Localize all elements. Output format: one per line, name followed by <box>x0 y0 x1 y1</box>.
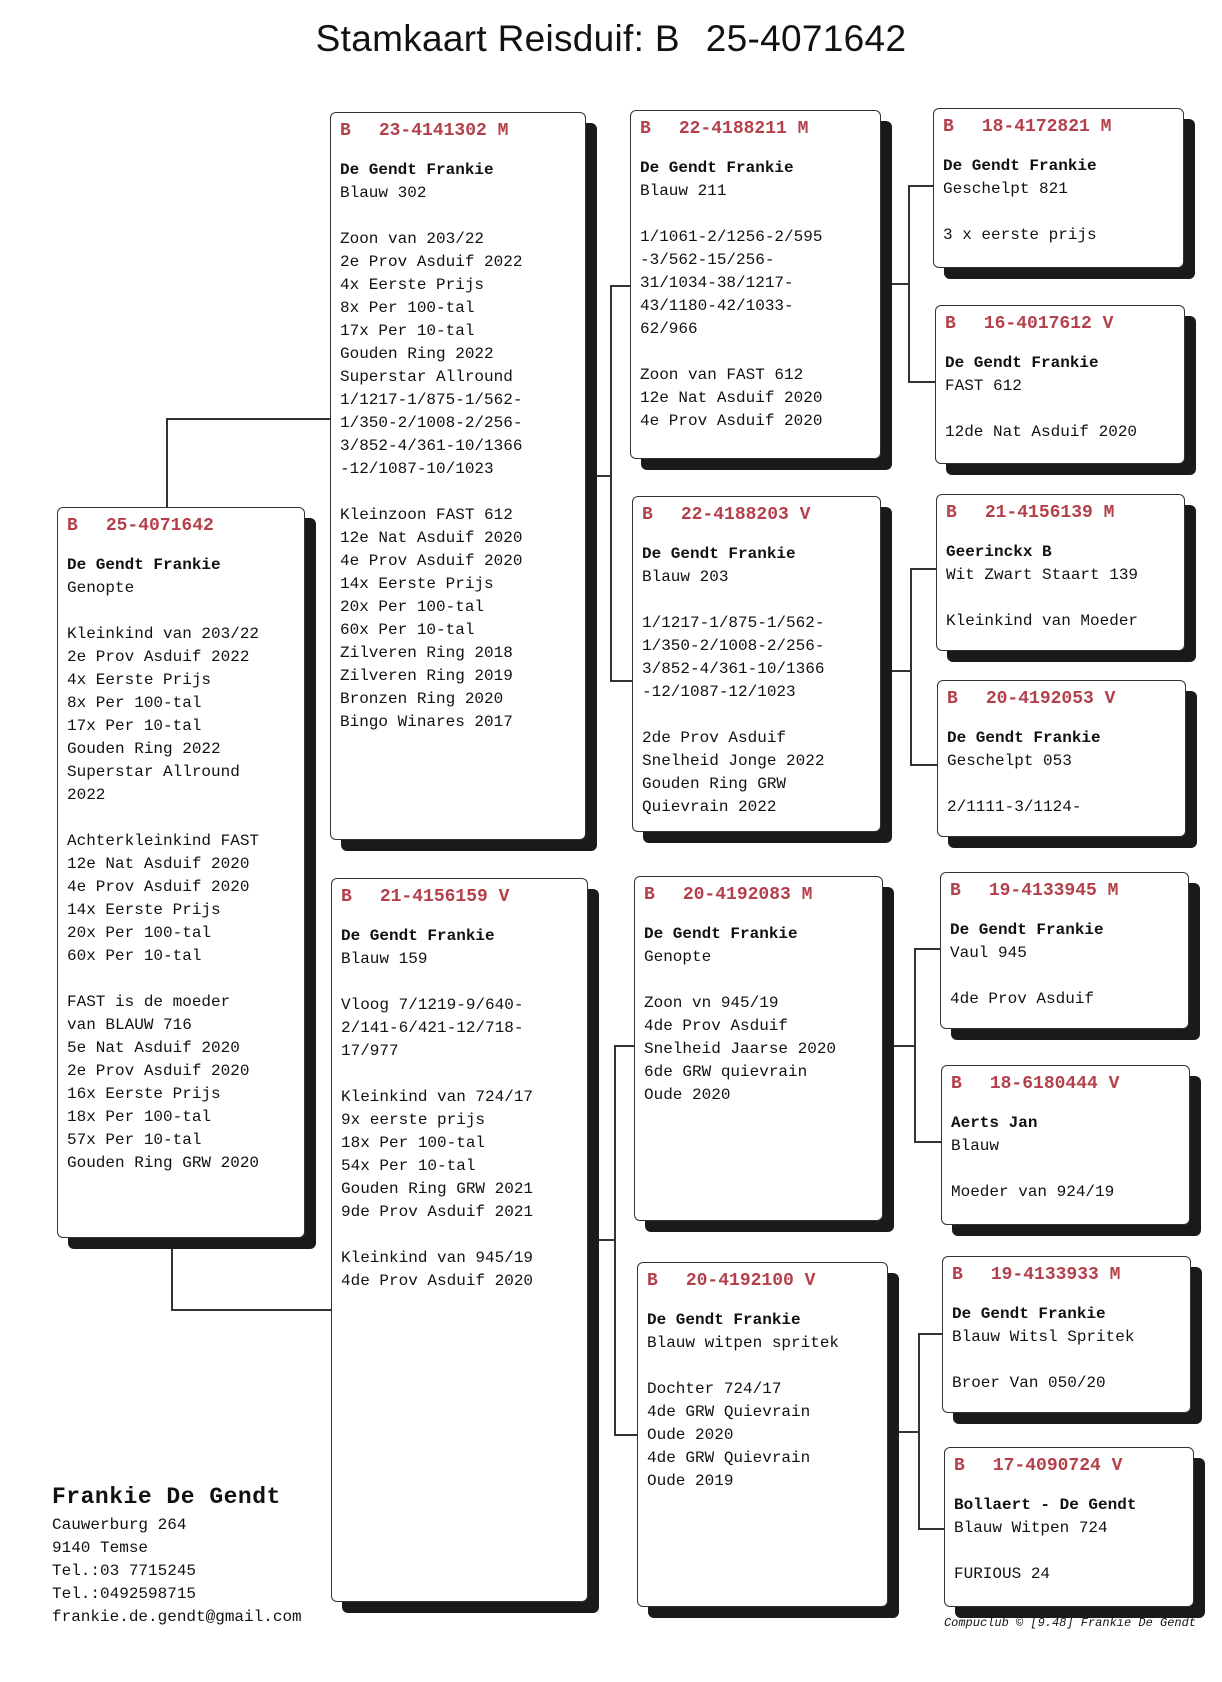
note-line: 4e Prov Asduif 2020 <box>67 878 250 896</box>
note-line: 14x Eerste Prijs <box>67 901 221 919</box>
card-fmm <box>937 680 1186 837</box>
connector-mother-mf <box>614 1045 634 1047</box>
country-code: B <box>640 119 651 139</box>
note-line: 12e Nat Asduif 2020 <box>67 855 250 873</box>
note-line: 4de GRW Quievrain <box>647 1449 811 1467</box>
connector-mother-vertical <box>614 1045 616 1435</box>
note-line: 2/141-6/421-12/718- <box>341 1019 524 1037</box>
owner-name: De Gendt Frankie <box>67 556 221 574</box>
ring-number: 18-6180444 <box>989 1074 1098 1094</box>
card-mff <box>940 872 1189 1029</box>
ring-header <box>341 887 579 907</box>
card-mf <box>634 876 883 1221</box>
connector-father-stem <box>586 475 611 477</box>
pigeon-name: Blauw witpen spritek <box>647 1334 840 1352</box>
connector-mf-mfm <box>914 1141 941 1143</box>
connector-fm-fmf <box>910 568 936 570</box>
breeder-name: Frankie De Gendt <box>52 1484 281 1510</box>
ring-header <box>946 503 1176 523</box>
note-line: 20x Per 100-tal <box>67 924 212 942</box>
note-line: Zoon vn 945/19 <box>644 994 779 1012</box>
owner-name: De Gendt Frankie <box>950 921 1104 939</box>
sex-code: M <box>797 119 809 139</box>
country-code: B <box>950 881 961 901</box>
owner-name: Aerts Jan <box>951 1114 1038 1132</box>
note-line: 1/1217-1/875-1/562- <box>642 614 825 632</box>
owner-name: De Gendt Frankie <box>647 1311 801 1329</box>
note-line: 54x Per 10-tal <box>341 1157 476 1175</box>
note-line: 43/1180-42/1033- <box>640 297 794 315</box>
owner-name: De Gendt Frankie <box>947 729 1101 747</box>
title-text: Stamkaart Reisduif: <box>315 18 645 59</box>
note-line: 2022 <box>67 786 106 804</box>
owner-name: Bollaert - De Gendt <box>954 1496 1137 1514</box>
note-line: 18x Per 100-tal <box>67 1108 212 1126</box>
sex-code: V <box>804 1271 816 1291</box>
pigeon-name: Blauw Witpen 724 <box>954 1519 1108 1537</box>
note-line: Gouden Ring 2022 <box>340 345 494 363</box>
note-line: 8x Per 100-tal <box>67 694 202 712</box>
ring-header <box>67 516 296 536</box>
connector-mf-vertical <box>914 948 916 1142</box>
owner-name: De Gendt Frankie <box>640 159 794 177</box>
connector-ff-stem <box>880 283 910 285</box>
ring-number: 20-4192053 <box>985 689 1094 709</box>
pigeon-notes <box>644 992 874 1107</box>
connector-mf-stem <box>882 1045 916 1047</box>
owner-name: De Gendt Frankie <box>945 354 1099 372</box>
sex-code: M <box>497 121 509 141</box>
pigeon-notes <box>950 988 1180 1011</box>
pigeon-notes <box>341 994 579 1293</box>
note-line: Zilveren Ring 2018 <box>340 644 513 662</box>
note-line: 2/1111-3/1124- <box>947 798 1082 816</box>
card-mother <box>331 878 588 1602</box>
ring-number: 17-4090724 <box>992 1456 1101 1476</box>
sex-code: M <box>1109 1265 1121 1285</box>
note-line: Snelheid Jaarse 2020 <box>644 1040 837 1058</box>
note-line: 4e Prov Asduif 2020 <box>640 412 823 430</box>
note-line: Zoon van FAST 612 <box>640 366 804 384</box>
note-line: Zoon van 203/22 <box>340 230 485 248</box>
pigeon-name: Blauw 302 <box>340 184 427 202</box>
card-mmf <box>942 1256 1191 1413</box>
note-line: 18x Per 100-tal <box>341 1134 486 1152</box>
note-line: 2de Prov Asduif <box>642 729 787 747</box>
sex-code: V <box>1111 1456 1123 1476</box>
connector-mother-stem <box>586 1239 616 1241</box>
note-line: Gouden Ring GRW 2021 <box>341 1180 534 1198</box>
note-spacer <box>642 704 872 727</box>
pigeon-notes <box>647 1378 879 1493</box>
connector-mm-vertical <box>918 1333 920 1529</box>
note-line: 4x Eerste Prijs <box>67 671 212 689</box>
note-line: Kleinkind van 945/19 <box>341 1249 534 1267</box>
connector-fm-fmm <box>910 764 937 766</box>
card-ff <box>630 110 881 459</box>
sex-code: V <box>498 887 510 907</box>
note-line: Kleinzoon FAST 612 <box>340 506 513 524</box>
note-line: 4e Prov Asduif 2020 <box>340 552 523 570</box>
ring-number: 25-4071642 <box>105 516 214 536</box>
connector-main-mother <box>171 1309 331 1311</box>
pigeon-notes <box>945 421 1176 444</box>
card-main <box>57 507 305 1238</box>
owner-name: De Gendt Frankie <box>943 157 1097 175</box>
breeder-city: 9140 Temse <box>52 1539 149 1557</box>
sex-code: M <box>1107 881 1119 901</box>
connector-fm-stem <box>880 670 912 672</box>
pigeon-notes <box>340 228 577 734</box>
note-line: 57x Per 10-tal <box>67 1131 202 1149</box>
note-line: Broer Van 050/20 <box>952 1374 1106 1392</box>
note-line: Gouden Ring GRW <box>642 775 787 793</box>
ring-number: 19-4133933 <box>990 1265 1099 1285</box>
pigeon-name: FAST 612 <box>945 377 1022 395</box>
note-line: 1/350-2/1008-2/256- <box>642 637 825 655</box>
note-line: Achterkleinkind FAST <box>67 832 260 850</box>
connector-mf-mff <box>914 948 940 950</box>
ring-number: 23-4141302 <box>378 121 487 141</box>
country-code: B <box>67 516 78 536</box>
ring-number: 22-4188203 <box>680 505 789 525</box>
ring-header <box>952 1265 1182 1285</box>
note-line: 14x Eerste Prijs <box>340 575 494 593</box>
breeder-address: Cauwerburg 264 <box>52 1516 187 1534</box>
title-ring-number: 25-4071642 <box>705 18 907 59</box>
note-line: Oude 2020 <box>644 1086 731 1104</box>
note-line: 20x Per 100-tal <box>340 598 485 616</box>
card-father <box>330 112 586 840</box>
note-line: 2e Prov Asduif 2022 <box>340 253 523 271</box>
connector-fm-vertical <box>910 568 912 765</box>
pigeon-notes <box>947 796 1177 819</box>
connector-mm-mmf <box>918 1333 942 1335</box>
owner-name: De Gendt Frankie <box>952 1305 1106 1323</box>
note-line: Superstar Allround <box>340 368 513 386</box>
breeder-email: frankie.de.gendt@gmail.com <box>52 1608 302 1626</box>
note-line: Kleinkind van Moeder <box>946 612 1139 630</box>
country-code: B <box>647 1271 658 1291</box>
pigeon-notes <box>640 226 872 433</box>
ring-number: 19-4133945 <box>988 881 1097 901</box>
connector-father-vertical <box>610 285 612 681</box>
ring-number: 20-4192083 <box>682 885 791 905</box>
breeder-mobile: Tel.:0492598715 <box>52 1585 197 1603</box>
note-line: Bingo Winares 2017 <box>340 713 513 731</box>
note-line: 5e Nat Asduif 2020 <box>67 1039 240 1057</box>
pigeon-notes <box>951 1181 1181 1204</box>
ring-header <box>640 119 872 139</box>
country-code: B <box>946 503 957 523</box>
pigeon-name: Blauw <box>951 1137 1000 1155</box>
sex-code: V <box>1108 1074 1120 1094</box>
note-line: Superstar Allround <box>67 763 240 781</box>
sex-code: M <box>1103 503 1115 523</box>
ring-number: 18-4172821 <box>981 117 1090 137</box>
note-line: Gouden Ring GRW 2020 <box>67 1154 260 1172</box>
pigeon-notes <box>946 610 1176 633</box>
note-line: 60x Per 10-tal <box>340 621 475 639</box>
note-line: 12e Nat Asduif 2020 <box>340 529 523 547</box>
connector-mother-mm <box>614 1434 637 1436</box>
note-spacer <box>340 481 577 504</box>
note-line: 4x Eerste Prijs <box>340 276 485 294</box>
note-line: Oude 2020 <box>647 1426 734 1444</box>
ring-header <box>647 1271 879 1291</box>
note-line: 31/1034-38/1217- <box>640 274 794 292</box>
note-line: 2e Prov Asduif 2020 <box>67 1062 250 1080</box>
note-line: 17/977 <box>341 1042 399 1060</box>
note-line: 16x Eerste Prijs <box>67 1085 221 1103</box>
ring-header <box>340 121 577 141</box>
card-mm <box>637 1262 888 1607</box>
note-line: 60x Per 10-tal <box>67 947 202 965</box>
country-code: B <box>947 689 958 709</box>
connector-main-down <box>171 1237 173 1310</box>
note-line: Oude 2019 <box>647 1472 734 1490</box>
software-credit: Compuclub © [9.48] Frankie De Gendt <box>943 1616 1196 1630</box>
pigeon-name: Blauw Witsl Spritek <box>952 1328 1135 1346</box>
note-line: Quievrain 2022 <box>642 798 777 816</box>
note-line: 4de Prov Asduif <box>644 1017 789 1035</box>
connector-father-ff <box>610 285 630 287</box>
ring-header <box>954 1456 1185 1476</box>
connector-main-up <box>166 418 168 508</box>
note-line: 1/350-2/1008-2/256- <box>340 414 523 432</box>
note-line: -12/1087-12/1023 <box>642 683 796 701</box>
country-code: B <box>644 885 655 905</box>
card-mmm <box>944 1447 1194 1607</box>
note-line: 8x Per 100-tal <box>340 299 475 317</box>
note-line: van BLAUW 716 <box>67 1016 192 1034</box>
note-line: Kleinkind van 724/17 <box>341 1088 534 1106</box>
country-code: B <box>341 887 352 907</box>
note-line: Moeder van 924/19 <box>951 1183 1115 1201</box>
sex-code: V <box>799 505 811 525</box>
pigeon-notes <box>642 612 872 819</box>
note-spacer <box>67 807 296 830</box>
page-title <box>0 18 1222 60</box>
pigeon-name: Blauw 211 <box>640 182 727 200</box>
breeder-phone: Tel.:03 7715245 <box>52 1562 197 1580</box>
note-line: 62/966 <box>640 320 698 338</box>
note-line: -3/562-15/256- <box>640 251 775 269</box>
note-spacer <box>67 968 296 991</box>
connector-main-father <box>166 418 330 420</box>
note-line: Dochter 724/17 <box>647 1380 782 1398</box>
note-spacer <box>341 1063 579 1086</box>
owner-name: De Gendt Frankie <box>644 925 798 943</box>
sex-code: M <box>801 885 813 905</box>
note-line: 3/852-4/361-10/1366 <box>340 437 523 455</box>
country-code: B <box>642 505 653 525</box>
sex-code: M <box>1100 117 1112 137</box>
card-ffm <box>935 305 1185 464</box>
ring-number: 21-4156159 <box>379 887 488 907</box>
connector-mm-mmm <box>918 1528 944 1530</box>
ring-header <box>951 1074 1181 1094</box>
note-line: 9de Prov Asduif 2021 <box>341 1203 534 1221</box>
pigeon-notes <box>952 1372 1182 1395</box>
connector-ff-fff <box>908 185 933 187</box>
pigeon-name: Wit Zwart Staart 139 <box>946 566 1139 584</box>
note-line: 12e Nat Asduif 2020 <box>640 389 823 407</box>
note-line: 1/1061-2/1256-2/595 <box>640 228 823 246</box>
note-line: 17x Per 10-tal <box>340 322 475 340</box>
pigeon-notes <box>954 1563 1185 1586</box>
note-line: -12/1087-10/1023 <box>340 460 494 478</box>
note-line: 6de GRW quievrain <box>644 1063 808 1081</box>
country-code: B <box>340 121 351 141</box>
note-line: 17x Per 10-tal <box>67 717 202 735</box>
ring-number: 16-4017612 <box>983 314 1092 334</box>
country-code: B <box>943 117 954 137</box>
ring-header <box>950 881 1180 901</box>
ring-header <box>943 117 1175 137</box>
note-line: 4de Prov Asduif 2020 <box>341 1272 534 1290</box>
country-code: B <box>945 314 956 334</box>
connector-father-fm <box>610 680 632 682</box>
note-line: 2e Prov Asduif 2022 <box>67 648 250 666</box>
note-line: Bronzen Ring 2020 <box>340 690 504 708</box>
title-country: B <box>654 18 680 59</box>
pigeon-name: Genopte <box>67 579 135 597</box>
pigeon-name: Geschelpt 053 <box>947 752 1072 770</box>
pigeon-name: Geschelpt 821 <box>943 180 1068 198</box>
connector-mm-stem <box>888 1431 920 1433</box>
pigeon-notes <box>943 224 1175 247</box>
note-line: Zilveren Ring 2019 <box>340 667 513 685</box>
note-line: 4de Prov Asduif <box>950 990 1095 1008</box>
ring-number: 20-4192100 <box>685 1271 794 1291</box>
sex-code: V <box>1102 314 1114 334</box>
note-line: 9x eerste prijs <box>341 1111 486 1129</box>
pigeon-name: Blauw 203 <box>642 568 729 586</box>
owner-name: Geerinckx B <box>946 543 1052 561</box>
note-line: Kleinkind van 203/22 <box>67 625 260 643</box>
card-fmf <box>936 494 1185 651</box>
ring-header <box>644 885 874 905</box>
connector-ff-vertical <box>908 185 910 382</box>
ring-number: 21-4156139 <box>984 503 1093 523</box>
note-line: 1/1217-1/875-1/562- <box>340 391 523 409</box>
note-line: 3 x eerste prijs <box>943 226 1097 244</box>
note-line: 3/852-4/361-10/1366 <box>642 660 825 678</box>
card-fm <box>632 496 881 832</box>
note-line: Snelheid Jonge 2022 <box>642 752 825 770</box>
ring-header <box>945 314 1176 334</box>
pigeon-name: Vaul 945 <box>950 944 1027 962</box>
pigeon-notes <box>67 623 296 1175</box>
ring-header <box>642 505 872 525</box>
sex-code: V <box>1104 689 1116 709</box>
note-line: 4de GRW Quievrain <box>647 1403 811 1421</box>
country-code: B <box>954 1456 965 1476</box>
note-line: 12de Nat Asduif 2020 <box>945 423 1138 441</box>
note-spacer <box>640 341 872 364</box>
owner-name: De Gendt Frankie <box>340 161 494 179</box>
owner-name: De Gendt Frankie <box>341 927 495 945</box>
ring-header <box>947 689 1177 709</box>
card-fff <box>933 108 1184 268</box>
note-line: Vloog 7/1219-9/640- <box>341 996 524 1014</box>
owner-name: De Gendt Frankie <box>642 545 796 563</box>
pigeon-name: Genopte <box>644 948 712 966</box>
country-code: B <box>952 1265 963 1285</box>
note-spacer <box>341 1224 579 1247</box>
ring-number: 22-4188211 <box>678 119 787 139</box>
note-line: FURIOUS 24 <box>954 1565 1051 1583</box>
pigeon-name: Blauw 159 <box>341 950 428 968</box>
country-code: B <box>951 1074 962 1094</box>
note-line: Gouden Ring 2022 <box>67 740 221 758</box>
connector-ff-ffm <box>908 381 935 383</box>
note-line: FAST is de moeder <box>67 993 231 1011</box>
breeder-info <box>52 1480 302 1629</box>
card-mfm <box>941 1065 1190 1225</box>
